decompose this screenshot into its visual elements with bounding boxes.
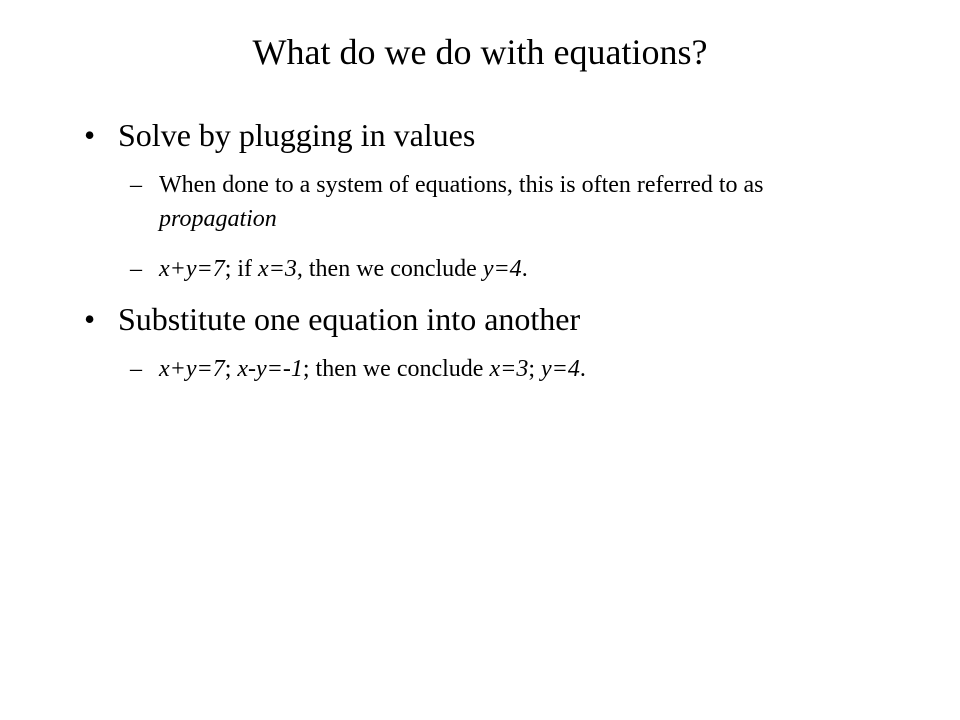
- text-run: ; if: [224, 256, 259, 282]
- italic-term: y=4: [482, 256, 522, 282]
- italic-term: x-y=-1: [237, 356, 303, 382]
- bullet-icon: •: [84, 301, 96, 337]
- text-run: .: [521, 256, 528, 282]
- bullet-item: [84, 300, 580, 338]
- sub-bullet-text: [159, 168, 830, 236]
- text-run: ; then we conclude: [302, 356, 490, 382]
- sub-bullet-item: [130, 252, 830, 286]
- sub-bullet-text: [159, 252, 830, 286]
- sub-bullet-item: [130, 352, 830, 386]
- dash-icon: –: [130, 256, 142, 282]
- sub-bullet-text: [159, 352, 830, 386]
- text-run: When done to a system of equations, this is often referred to as: [159, 172, 764, 198]
- italic-term: propagation: [159, 206, 277, 232]
- italic-term: x=3: [489, 356, 529, 382]
- italic-term: x=3: [258, 256, 297, 282]
- italic-term: x+y=7: [159, 356, 225, 382]
- text-run: ;: [528, 356, 541, 382]
- italic-term: y=4: [541, 356, 580, 382]
- italic-term: x+y=7: [159, 256, 225, 282]
- text-run: .: [579, 356, 586, 382]
- bullet-text: Solve by plugging in values: [118, 117, 476, 153]
- slide-title: What do we do with equations?: [252, 32, 708, 72]
- text-run: , then we conclude: [296, 256, 483, 282]
- bullet-icon: •: [84, 117, 96, 153]
- text-run: ;: [224, 356, 238, 382]
- bullet-text: Substitute one equation into another: [118, 301, 581, 337]
- bullet-item: [84, 116, 475, 154]
- dash-icon: –: [130, 172, 142, 198]
- sub-bullet-item: [130, 168, 830, 236]
- dash-icon: –: [130, 356, 142, 382]
